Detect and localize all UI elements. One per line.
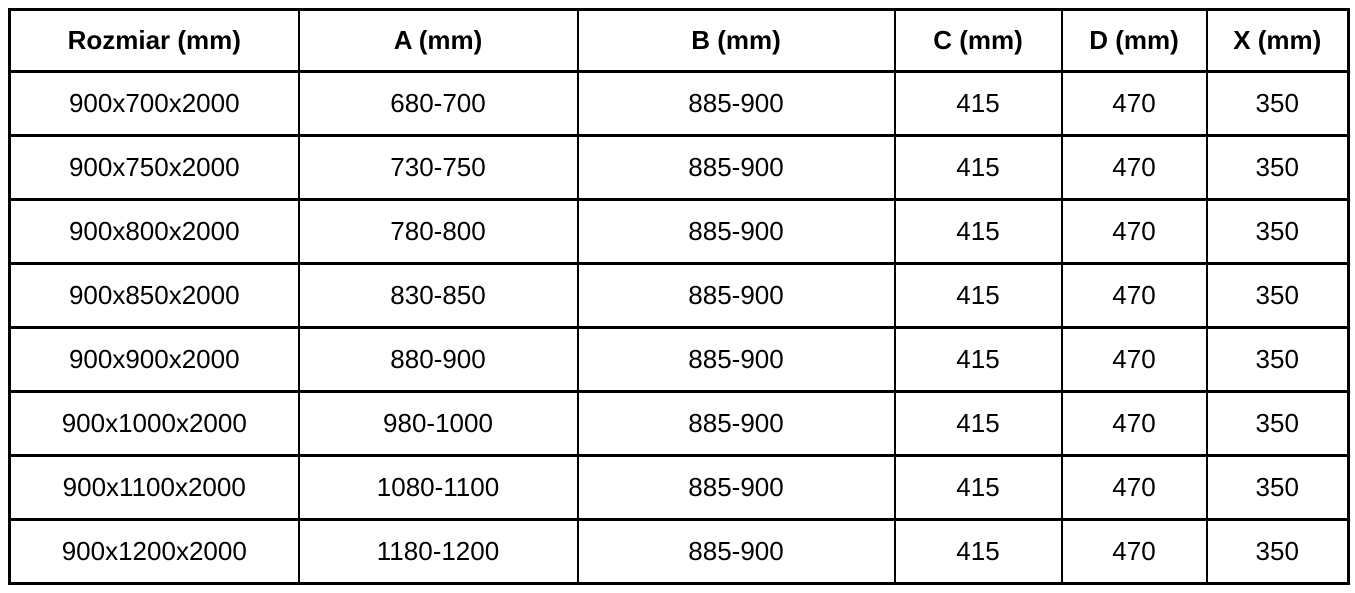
cell-b: 885-900 — [578, 392, 895, 456]
cell-a: 1080-1100 — [299, 456, 578, 520]
cell-x: 350 — [1207, 392, 1349, 456]
cell-rozmiar: 900x1000x2000 — [10, 392, 299, 456]
cell-x: 350 — [1207, 328, 1349, 392]
cell-c: 415 — [895, 136, 1062, 200]
cell-c: 415 — [895, 72, 1062, 136]
cell-b: 885-900 — [578, 328, 895, 392]
cell-x: 350 — [1207, 264, 1349, 328]
cell-rozmiar: 900x700x2000 — [10, 72, 299, 136]
table-row — [10, 328, 1349, 392]
cell-b: 885-900 — [578, 456, 895, 520]
cell-b: 885-900 — [578, 264, 895, 328]
cell-a: 780-800 — [299, 200, 578, 264]
cell-rozmiar: 900x750x2000 — [10, 136, 299, 200]
cell-a: 880-900 — [299, 328, 578, 392]
cell-rozmiar: 900x850x2000 — [10, 264, 299, 328]
cell-d: 470 — [1062, 392, 1207, 456]
cell-x: 350 — [1207, 136, 1349, 200]
cell-rozmiar: 900x900x2000 — [10, 328, 299, 392]
column-header-x: X (mm) — [1207, 10, 1349, 72]
cell-b: 885-900 — [578, 200, 895, 264]
table-body — [10, 72, 1349, 584]
size-spec-table — [8, 8, 1350, 585]
cell-x: 350 — [1207, 72, 1349, 136]
cell-d: 470 — [1062, 200, 1207, 264]
cell-b: 885-900 — [578, 72, 895, 136]
table-row — [10, 456, 1349, 520]
cell-x: 350 — [1207, 456, 1349, 520]
cell-rozmiar: 900x1100x2000 — [10, 456, 299, 520]
column-header-b: B (mm) — [578, 10, 895, 72]
cell-b: 885-900 — [578, 136, 895, 200]
cell-d: 470 — [1062, 136, 1207, 200]
cell-a: 730-750 — [299, 136, 578, 200]
header-row — [10, 10, 1349, 72]
cell-c: 415 — [895, 328, 1062, 392]
cell-rozmiar: 900x1200x2000 — [10, 520, 299, 584]
table-row — [10, 520, 1349, 584]
cell-d: 470 — [1062, 520, 1207, 584]
cell-d: 470 — [1062, 72, 1207, 136]
cell-d: 470 — [1062, 264, 1207, 328]
cell-b: 885-900 — [578, 520, 895, 584]
column-header-rozmiar: Rozmiar (mm) — [10, 10, 299, 72]
cell-a: 830-850 — [299, 264, 578, 328]
cell-c: 415 — [895, 392, 1062, 456]
column-header-c: C (mm) — [895, 10, 1062, 72]
column-header-d: D (mm) — [1062, 10, 1207, 72]
table-row — [10, 264, 1349, 328]
table-row — [10, 72, 1349, 136]
cell-a: 1180-1200 — [299, 520, 578, 584]
table-row — [10, 200, 1349, 264]
cell-a: 980-1000 — [299, 392, 578, 456]
cell-rozmiar: 900x800x2000 — [10, 200, 299, 264]
cell-a: 680-700 — [299, 72, 578, 136]
cell-d: 470 — [1062, 456, 1207, 520]
column-header-a: A (mm) — [299, 10, 578, 72]
table-header — [10, 10, 1349, 72]
cell-x: 350 — [1207, 520, 1349, 584]
cell-x: 350 — [1207, 200, 1349, 264]
cell-c: 415 — [895, 520, 1062, 584]
table-row — [10, 392, 1349, 456]
cell-c: 415 — [895, 456, 1062, 520]
cell-d: 470 — [1062, 328, 1207, 392]
cell-c: 415 — [895, 200, 1062, 264]
cell-c: 415 — [895, 264, 1062, 328]
table-row — [10, 136, 1349, 200]
